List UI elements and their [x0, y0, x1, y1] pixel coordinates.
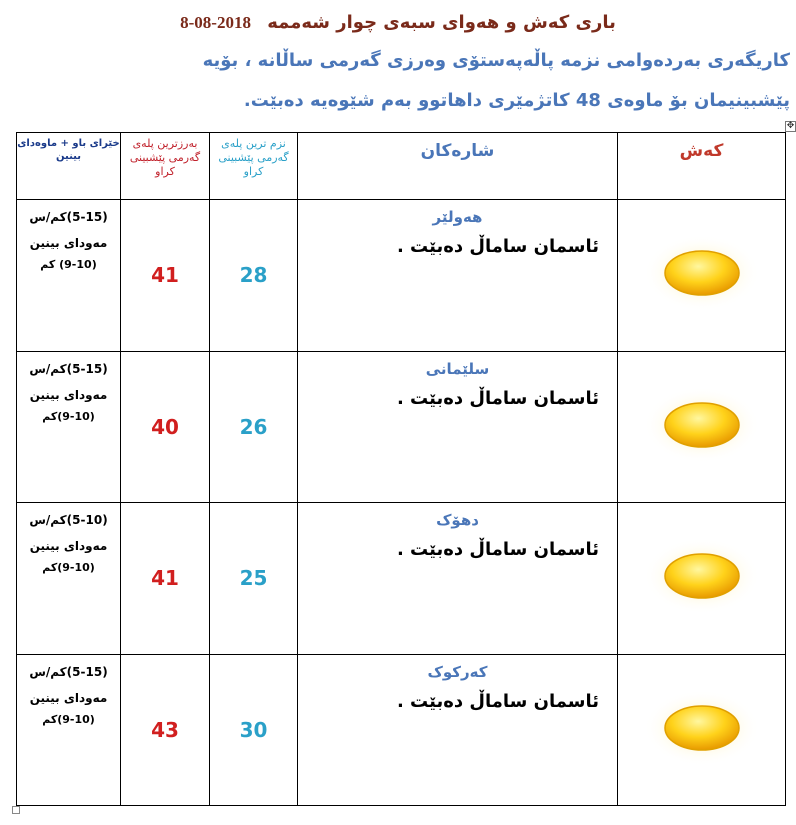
weather-icon-cell: [618, 654, 786, 806]
wind-speed: (5-15)کم/س: [29, 361, 108, 376]
city-name: دهۆک: [436, 511, 479, 529]
weather-icon-cell: [618, 503, 786, 655]
sun-icon: [642, 688, 762, 768]
weather-condition: ئاسمان ساماڵ دەبێت .: [396, 539, 599, 560]
table-move-handle-icon[interactable]: ✥: [786, 121, 795, 131]
city-cell: [298, 654, 618, 806]
city-cell: [298, 351, 618, 503]
visibility-label: مەودای بینین: [29, 539, 108, 553]
wind-speed: (5-10)کم/س: [29, 513, 108, 527]
visibility-value: (9-10) کم: [40, 258, 97, 271]
header-cities: شارەکان: [298, 133, 618, 200]
intro-line-2: پێشبینیمان بۆ ماوەی 48 کاتژمێری داهاتوو بەم شێوەیە دەبێت.: [243, 90, 790, 111]
weather-icon-cell: [618, 200, 786, 352]
city-name: سلێمانی: [425, 359, 490, 378]
visibility-label: مەودای بینین: [29, 387, 108, 402]
wind-visibility-cell: [17, 503, 121, 655]
max-temp-cell: 43: [121, 654, 210, 806]
city-name: هەولێر: [432, 208, 483, 226]
min-temp-cell: 26: [210, 351, 298, 503]
visibility-value: (9-10)کم: [42, 409, 95, 423]
min-temp-cell: 25: [210, 503, 298, 655]
weather-condition: ئاسمان ساماڵ دەبێت .: [396, 236, 599, 257]
wind-visibility-cell: [17, 351, 121, 503]
city-cell: [298, 503, 618, 655]
visibility-value: (9-10)کم: [42, 712, 95, 726]
wind-visibility-cell: [17, 654, 121, 806]
forecast-date: 2018-08-8: [180, 13, 251, 32]
wind-visibility-cell: [17, 200, 121, 352]
min-temp-cell: 28: [210, 200, 298, 352]
intro-line-1: کاریگەری بەردەوامی نزمە پاڵەپەستۆی وەرزی گەرمی ساڵانە ، بۆیە: [202, 50, 790, 71]
table-resize-handle[interactable]: [12, 806, 20, 814]
table-row: [17, 200, 786, 352]
sun-icon: [642, 385, 762, 465]
city-cell: [298, 200, 618, 352]
table-row: [17, 351, 786, 503]
max-temp-cell: 40: [121, 351, 210, 503]
sun-icon: [642, 536, 762, 616]
visibility-value: (9-10)کم: [42, 561, 95, 574]
header-max-temp: بەرزترین پلەی گەرمی پێشبینی کراو: [121, 133, 210, 200]
visibility-label: مەودای بینین: [29, 690, 108, 705]
table-row: [17, 654, 786, 806]
min-temp-cell: 30: [210, 654, 298, 806]
max-temp-cell: 41: [121, 503, 210, 655]
wind-speed: (5-15)کم/س: [29, 664, 108, 679]
page-title: [0, 12, 796, 33]
city-name: کەرکوک: [427, 662, 488, 681]
header-wind-visibility: خێرای باو + ماوەدای بینین: [17, 133, 121, 200]
sun-icon: [642, 233, 762, 313]
weather-icon-cell: [618, 351, 786, 503]
wind-speed: (5-15)کم/س: [29, 210, 108, 224]
title-text: باری کەش و هەوای سبەی چوار شەممە: [267, 12, 616, 33]
visibility-label: مەودای بینین: [29, 236, 108, 250]
forecast-table: [16, 132, 786, 806]
table-header-row: [17, 133, 786, 200]
weather-condition: ئاسمان ساماڵ دەبێت .: [396, 387, 599, 409]
header-weather: کەش: [618, 133, 786, 200]
max-temp-cell: 41: [121, 200, 210, 352]
weather-condition: ئاسمان ساماڵ دەبێت .: [396, 690, 599, 712]
header-min-temp: نزم ترین پلەی گەرمی پێشبینی کراو: [210, 133, 298, 200]
table-row: [17, 503, 786, 655]
